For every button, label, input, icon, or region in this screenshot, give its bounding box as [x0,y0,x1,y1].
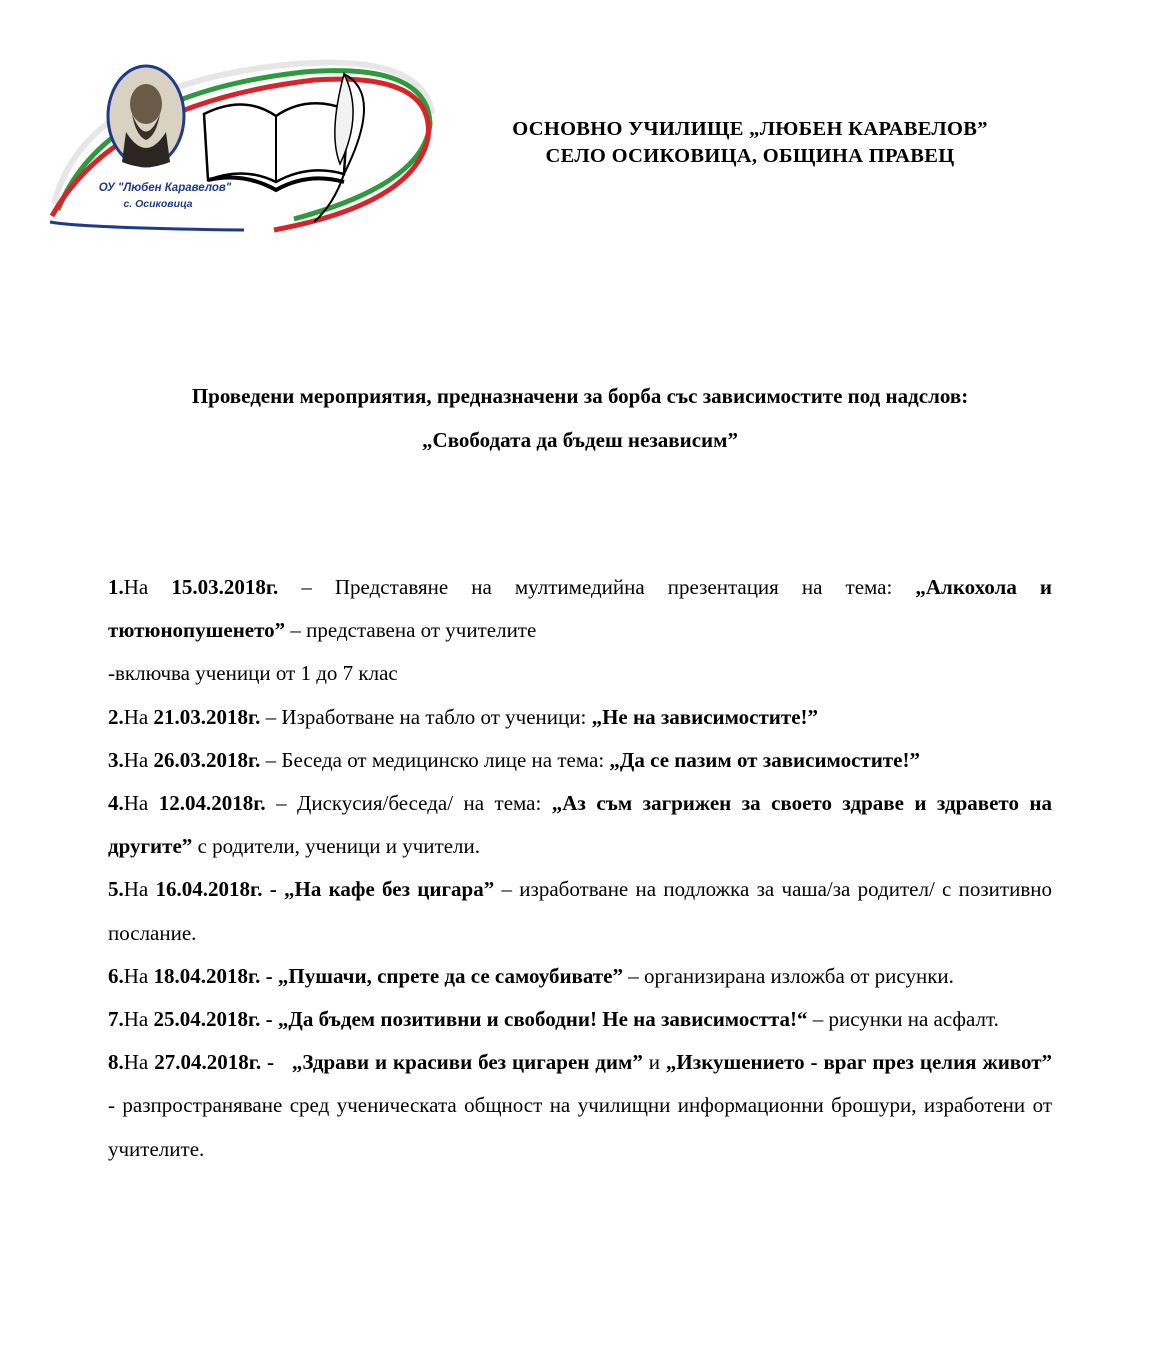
item-text-end: - разпространяване сред ученическата общност на училищни информационни брошури, изработени от учителите. [108,1093,1052,1161]
item-date: 27.04.2018г. - [154,1050,275,1075]
list-item [108,955,1052,998]
list-item [108,998,1052,1041]
item-date: 12.04.2018г. [158,791,266,816]
item-number: 7. [108,1007,124,1032]
item-text-end: – изработване на подложка за чаша/за родител/ с позитивно послание. [108,877,1052,945]
item-quote: „Здрави и красиви без цигарен дим” [291,1050,643,1075]
item-text: – Беседа от медицинско лице на тема: [260,747,610,772]
item-text-end: – представена от учителите [285,618,537,643]
item-prefix: На [123,791,149,816]
item-prefix: На [123,704,149,729]
item-quote: „Аз съм загрижен за своето здраве и здравето на другите” [108,791,1053,859]
item-number: 2. [108,704,124,729]
item-date: 21.03.2018г. [153,704,261,729]
item-text-mid: и [642,1050,666,1075]
list-item [108,782,1052,868]
list-item-subline: -включва ученици от 1 до 7 клас [108,661,398,686]
item-prefix: На [123,877,149,902]
item-prefix: На [123,747,149,772]
school-logo [44,54,436,234]
item-date: 15.03.2018г. [171,575,279,599]
item-text-end: – организирана изложба от рисунки. [622,963,954,988]
item-quote: „Да бъдем позитивни и свободни! Не на зависимостта!“ [277,1007,808,1032]
item-date: 25.04.2018г. - [153,1007,273,1032]
events-list [108,566,1052,1171]
list-item [108,566,1052,652]
logo-caption-school: ОУ "Любен Каравелов" [98,182,232,194]
heading-line-2: „Свободата да бъдеш независим” [422,428,738,452]
item-quote: „Да се пазим от зависимостите!” [609,747,920,772]
item-quote: „На кафе без цигара” [284,877,495,902]
item-text: – Изработване на табло от ученици: [260,704,592,729]
item-number: 4. [108,791,124,816]
school-name: ОСНОВНО УЧИЛИЩЕ „ЛЮБЕН КАРАВЕЛОВ” [512,118,988,140]
item-date: 18.04.2018г. - [153,963,273,988]
school-title [440,116,1060,170]
logo-caption-village: с. Осиковица [123,198,193,210]
list-item [108,1041,1052,1171]
item-text-end: с родители, ученици и учители. [192,834,481,859]
list-item [108,868,1052,954]
item-date: 26.03.2018г. [153,747,261,772]
item-text: – Представяне на мултимедийна презентация на тема: [278,575,916,599]
item-quote: „Пушачи, спрете да се самоубивате” [277,963,623,988]
item-number: 8. [108,1050,124,1075]
document-heading [60,374,1100,462]
list-item [108,696,1052,739]
item-prefix: На [123,963,149,988]
item-date: 16.04.2018г. - [155,877,277,902]
item-text [274,1050,292,1074]
item-prefix: На [123,1007,149,1032]
item-prefix: На [123,1050,149,1075]
school-location: СЕЛО ОСИКОВИЦА, ОБЩИНА ПРАВЕЦ [545,145,955,167]
item-text: – Дискусия/беседа/ на тема: [265,791,552,816]
item-number: 6. [108,963,124,988]
item-quote-2: „Изкушението - враг през целия живот” [665,1050,1053,1075]
heading-line-1: Проведени мероприятия, предназначени за борба със зависимостите под надслов: [191,384,969,408]
item-number: 3. [108,747,124,772]
item-text [277,877,284,901]
item-prefix: На [123,575,149,599]
item-quote: „Не на зависимостите!” [591,704,819,729]
item-number: 1. [108,575,124,599]
list-item [108,739,1052,782]
item-quote: „Алкохола и тютюнопушенето” [108,575,1053,643]
item-number: 5. [108,877,124,902]
item-text-end: – рисунки на асфалт. [807,1007,999,1032]
